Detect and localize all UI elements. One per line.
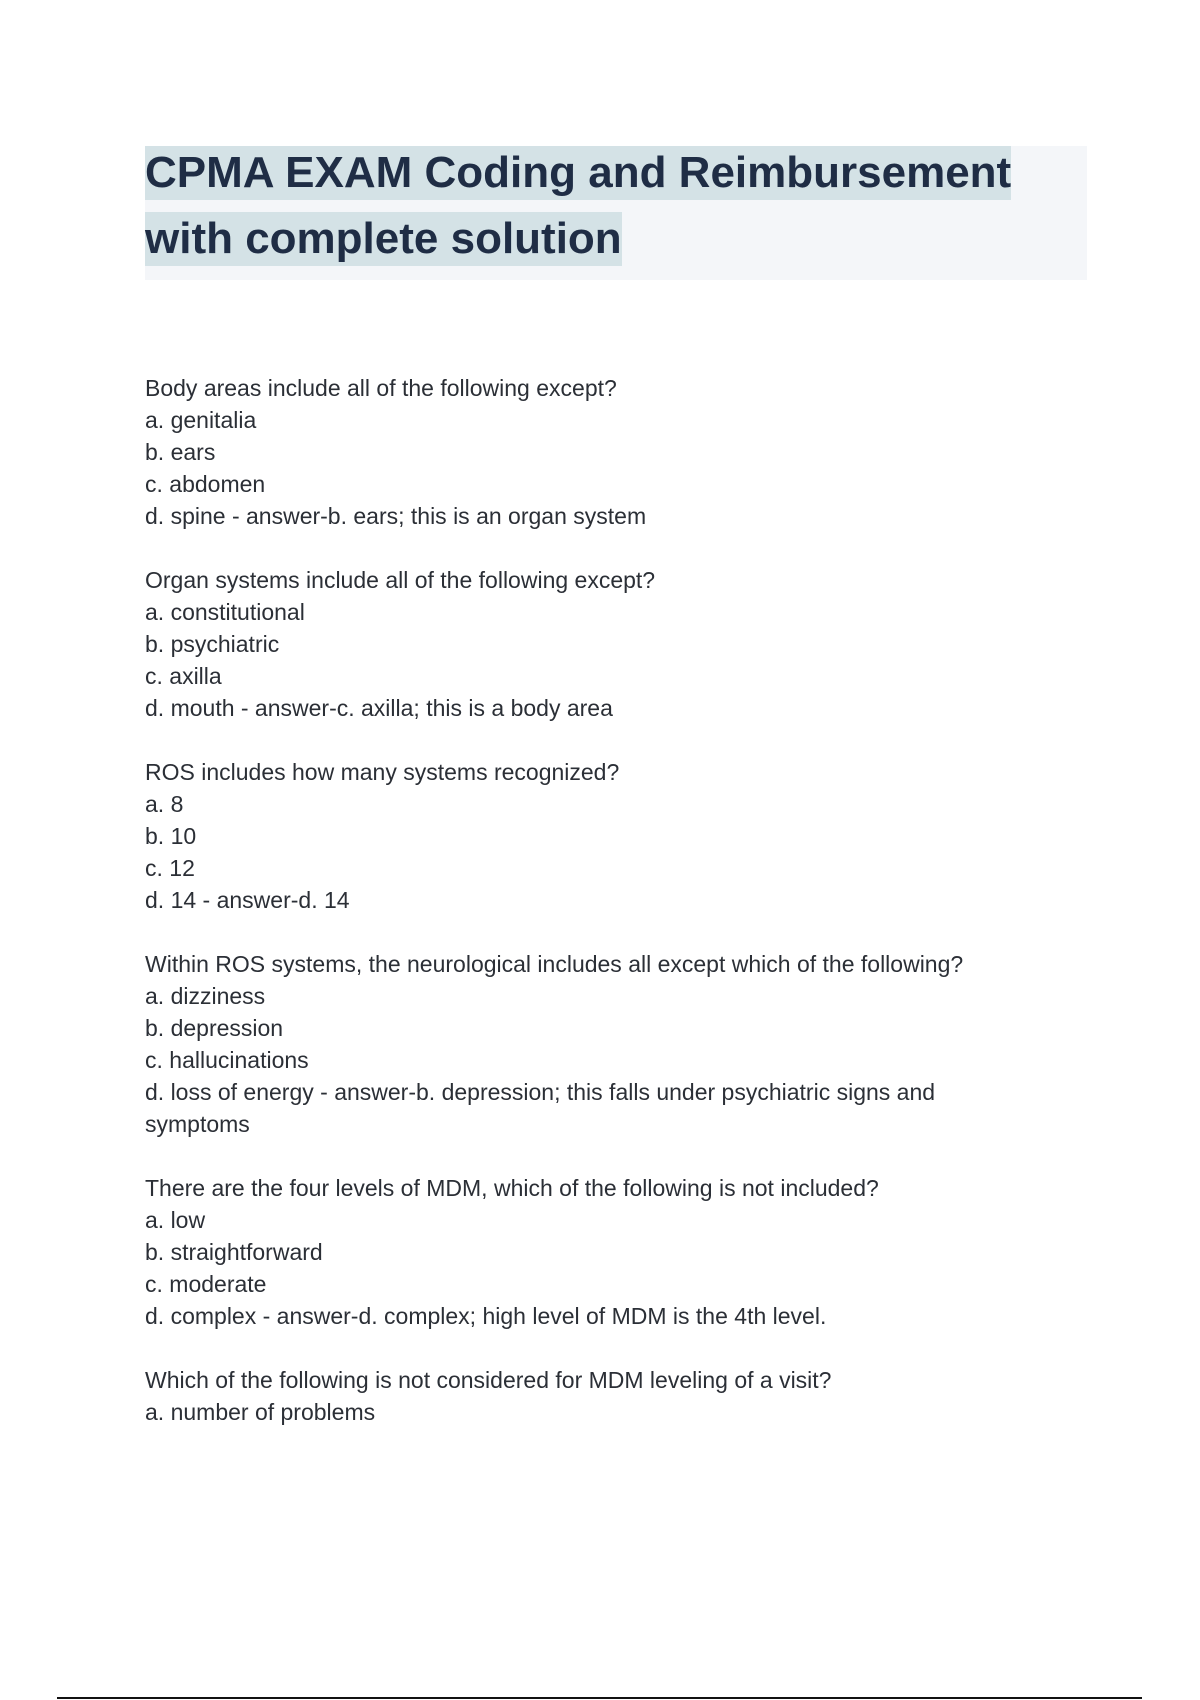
answer-option: a. genitalia xyxy=(145,407,257,433)
answer-option: a. low xyxy=(145,1207,206,1233)
question-block xyxy=(145,756,1045,916)
answer-option-with-solution: d. spine - answer-b. ears; this is an organ system xyxy=(145,503,647,529)
answer-option: b. 10 xyxy=(145,823,197,849)
footer-divider xyxy=(57,1697,1142,1699)
question-block xyxy=(145,1172,1045,1332)
answer-option: a. constitutional xyxy=(145,599,305,625)
answer-option: b. straightforward xyxy=(145,1239,323,1265)
answer-option: c. abdomen xyxy=(145,471,266,497)
answer-option: a. dizziness xyxy=(145,983,266,1009)
document-title-line-1: CPMA EXAM Coding and Reimbursement xyxy=(145,146,1011,200)
question-text: Body areas include all of the following except? xyxy=(145,375,617,401)
answer-option: c. moderate xyxy=(145,1271,267,1297)
answer-option: b. ears xyxy=(145,439,216,465)
question-list xyxy=(145,372,1045,1460)
question-text: Within ROS systems, the neurological includes all except which of the following? xyxy=(145,951,964,977)
answer-option-with-solution: d. 14 - answer-d. 14 xyxy=(145,887,350,913)
answer-option: c. axilla xyxy=(145,663,222,689)
document-title-line-2: with complete solution xyxy=(145,212,622,266)
answer-option: c. 12 xyxy=(145,855,195,881)
question-block xyxy=(145,1364,1045,1428)
question-text: Which of the following is not considered for MDM leveling of a visit? xyxy=(145,1367,832,1393)
question-text: There are the four levels of MDM, which of the following is not included? xyxy=(145,1175,879,1201)
question-text: Organ systems include all of the following except? xyxy=(145,567,656,593)
answer-option: b. depression xyxy=(145,1015,284,1041)
answer-option: c. hallucinations xyxy=(145,1047,309,1073)
question-block xyxy=(145,948,1045,1140)
answer-option: a. number of problems xyxy=(145,1399,376,1425)
answer-option: b. psychiatric xyxy=(145,631,280,657)
answer-option-with-solution: d. complex - answer-d. complex; high level of MDM is the 4th level. xyxy=(145,1303,827,1329)
question-block xyxy=(145,372,1045,532)
answer-option-with-solution: d. loss of energy - answer-b. depression; this falls under psychiatric signs and symptoms xyxy=(145,1079,936,1137)
answer-option: a. 8 xyxy=(145,791,184,817)
question-block xyxy=(145,564,1045,724)
answer-option-with-solution: d. mouth - answer-c. axilla; this is a body area xyxy=(145,695,613,721)
question-text: ROS includes how many systems recognized? xyxy=(145,759,620,785)
